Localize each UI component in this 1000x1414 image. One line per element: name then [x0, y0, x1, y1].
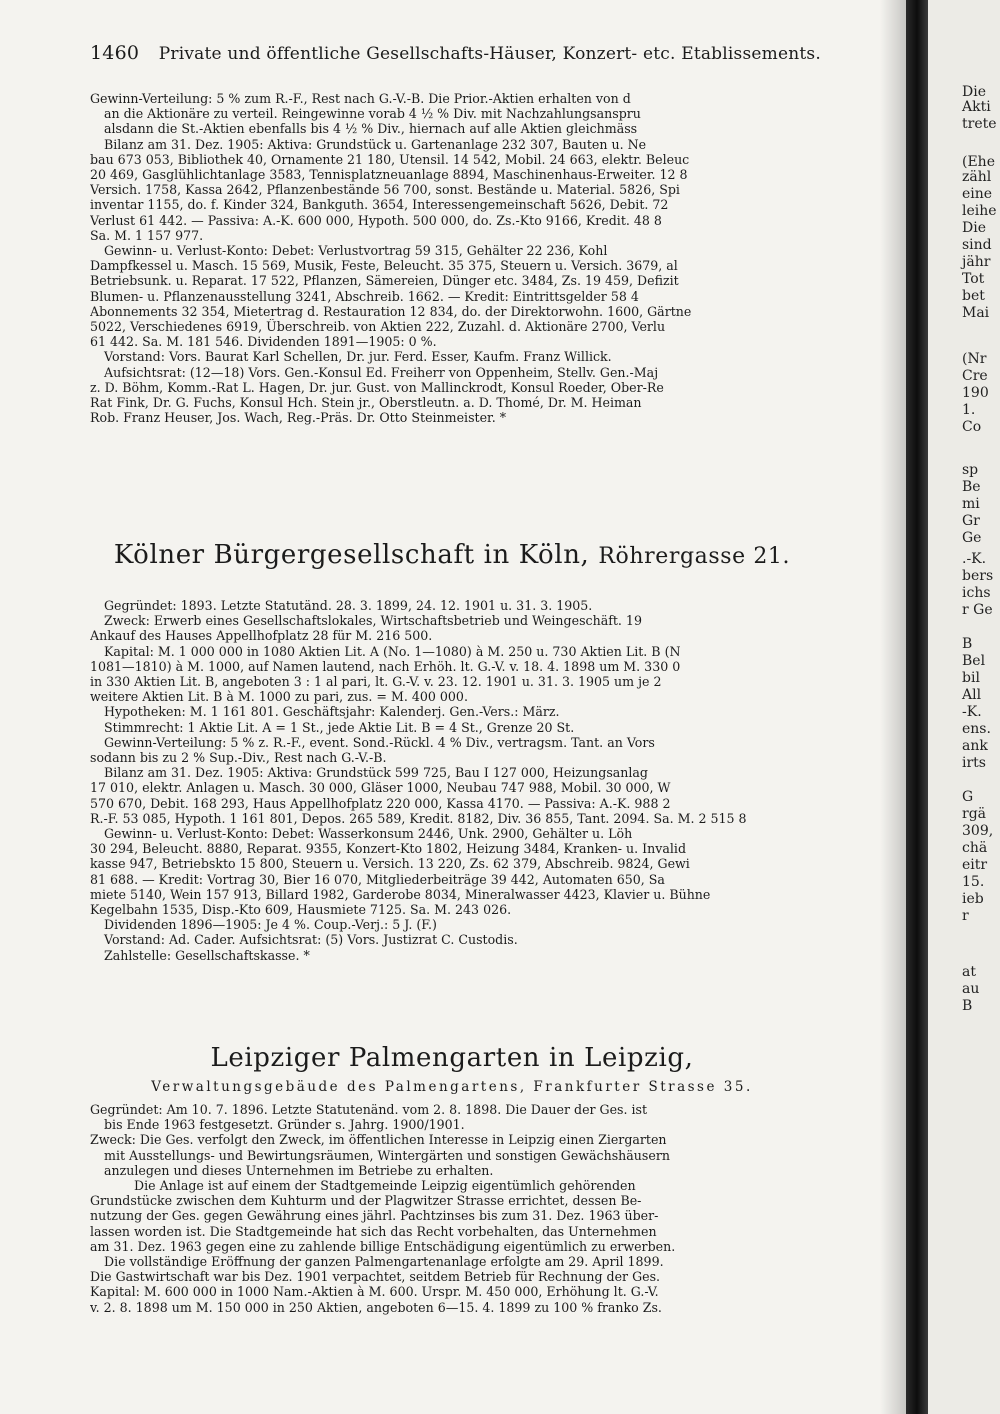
text-line: Zweck: Erwerb eines Gesellschaftslokales, Wirtschaftsbetrieb und Weingeschäft. 19: [104, 613, 642, 629]
text-line: miete 5140, Wein 157 913, Billard 1982, Garderobe 8034, Mineralwasser 4423, Klavier u. Bühne: [90, 886, 711, 902]
section-title-text: Leipziger Palmengarten in Leipzig,: [210, 1043, 694, 1073]
facing-page-fragment: ieb: [962, 891, 984, 907]
text-line: Abonnements 32 354, Mietertrag d. Restauration 12 834, do. der Direktorwohn. 1600, Gärtne: [90, 303, 692, 319]
text-line: Vorstand: Vors. Baurat Karl Schellen, Dr. jur. Ferd. Esser, Kaufm. Franz Willick.: [104, 349, 612, 365]
facing-page-fragment: ens.: [962, 721, 991, 737]
text-line: Betriebsunk. u. Reparat. 17 522, Pflanzen, Sämereien, Dünger etc. 3484, Zs. 19 459, Defizit: [90, 273, 679, 289]
facing-page-fragment: Ge: [962, 530, 982, 546]
text-line: v. 2. 8. 1898 um M. 150 000 in 250 Aktien, angeboten 6—15. 4. 1899 zu 100 % franko Zs.: [90, 1299, 662, 1315]
facing-page-fragment: sp: [962, 462, 979, 478]
facing-page-fragment: Tot: [962, 271, 985, 287]
text-line: Rob. Franz Heuser, Jos. Wach, Reg.-Präs. Dr. Otto Steinmeister. *: [90, 410, 506, 426]
facing-page-fragment: r Ge: [962, 602, 993, 618]
facing-page-fragment: -K.: [962, 704, 982, 720]
text-line: Rat Fink, Dr. G. Fuchs, Konsul Hch. Stein jr., Oberstleutn. a. D. Thomé, Dr. M. Heiman: [90, 395, 642, 411]
facing-page-fragment: 15.: [962, 874, 985, 890]
text-line: Zweck: Die Ges. verfolgt den Zweck, im öffentlichen Interesse in Leipzig einen Ziergarten: [90, 1132, 667, 1148]
text-line: weitere Aktien Lit. B à M. 1000 zu pari, zus. = M. 400 000.: [90, 689, 468, 705]
facing-page-fragment: irts: [962, 755, 986, 771]
text-line: Sa. M. 1 157 977.: [90, 227, 204, 243]
text-line: an die Aktionäre zu verteil. Reingewinne vorab 4 ½ % Div. mit Nachzahlungsanspru: [104, 106, 641, 122]
text-line: nutzung der Ges. gegen Gewährung eines jährl. Pachtzinses bis zum 31. Dez. 1963 über-: [90, 1208, 659, 1224]
text-line: Gewinn-Verteilung: 5 % zum R.-F., Rest nach G.-V.-B. Die Prior.-Aktien erhalten von d: [90, 91, 631, 106]
text-line: anzulegen und dieses Unternehmen im Betriebe zu erhalten.: [104, 1162, 494, 1178]
facing-page-fragment: B: [962, 636, 973, 652]
facing-page-fragment: trete: [962, 116, 997, 132]
text-line: 61 442. Sa. M. 181 546. Dividenden 1891—1905: 0 %.: [90, 334, 437, 350]
facing-page-fragment: eine: [962, 186, 993, 202]
text-line: Die vollständige Eröffnung der ganzen Palmengartenanlage erfolgte am 29. April 1899.: [104, 1254, 664, 1270]
facing-page-fragment: Gr: [962, 513, 980, 529]
facing-page-fragment: mi: [962, 496, 980, 512]
entry-continuation: [90, 91, 904, 425]
text-line: bau 673 053, Bibliothek 40, Ornamente 21 180, Utensil. 14 542, Mobil. 24 663, elektr. Beleuc: [90, 151, 690, 167]
text-line: inventar 1155, do. f. Kinder 324, Bankguth. 3654, Interessengemeinschaft 5626, Debit. 72: [90, 197, 669, 213]
text-line: 30 294, Beleucht. 8880, Reparat. 9355, Konzert-Kto 1802, Heizung 3484, Kranken- u. Invalid: [90, 841, 687, 857]
section-title-address: Röhrergasse 21.: [598, 544, 791, 569]
text-line: Dividenden 1896—1905: Je 4 %. Coup.-Verj.: 5 J. (F.): [104, 917, 437, 933]
facing-page-fragment: G: [962, 789, 974, 805]
facing-page-fragment: zähl: [962, 169, 992, 185]
text-line: Die Gastwirtschaft war bis Dez. 1901 verpachtet, seitdem Betrieb für Rechnung der Ges.: [90, 1269, 661, 1285]
facing-page-fragment: (Nr: [962, 351, 987, 367]
text-line: Kapital: M. 1 000 000 in 1080 Aktien Lit. A (No. 1—1080) à M. 250 u. 730 Aktien Lit. B (N: [104, 643, 681, 659]
facing-page-fragment: leihe: [962, 203, 997, 219]
facing-page-fragment: Bel: [962, 653, 986, 669]
facing-page-fragment: 309,: [962, 823, 994, 839]
text-line: bis Ende 1963 festgesetzt. Gründer s. Jahrg. 1900/1901.: [104, 1117, 465, 1133]
facing-page-fragment: Cre: [962, 368, 988, 384]
text-line: Bilanz am 31. Dez. 1905: Aktiva: Grundstück u. Gartenanlage 232 307, Bauten u. Ne: [104, 136, 647, 152]
text-line: Versich. 1758, Kassa 2642, Pflanzenbestände 56 700, sonst. Bestände u. Material. 5826, Spi: [90, 182, 680, 198]
text-line: Dampfkessel u. Masch. 15 569, Musik, Feste, Beleucht. 35 375, Steuern u. Versich. 3679, al: [90, 258, 678, 274]
facing-page-fragment: chä: [962, 840, 988, 856]
binding-shadow: [880, 0, 906, 1414]
facing-page-fragment: eitr: [962, 857, 988, 873]
page-header: [90, 42, 890, 64]
text-line: Kapital: M. 600 000 in 1000 Nam.-Aktien à M. 600. Urspr. M. 450 000, Erhöhung lt. G.-V.: [90, 1284, 659, 1300]
facing-page-fragment: Be: [962, 479, 981, 495]
facing-page-fragment: B: [962, 998, 973, 1014]
section-subtitle: Verwaltungsgebäude des Palmengartens, Frankfurter Strasse 35.: [151, 1079, 753, 1095]
section-title-leipziger-palmengarten: [0, 1043, 904, 1073]
facing-page-fragment: 190: [962, 385, 989, 401]
text-line: Gewinn- u. Verlust-Konto: Debet: Verlustvortrag 59 315, Gehälter 22 236, Kohl: [104, 243, 608, 259]
facing-page-fragment: au: [962, 981, 980, 997]
text-line: z. D. Böhm, Komm.-Rat L. Hagen, Dr. jur. Gust. von Mallinckrodt, Konsul Roeder, Ober-Re: [90, 379, 664, 395]
entry-leipziger-palmengarten: [90, 1102, 904, 1315]
facing-page-fragment: Die: [962, 84, 986, 100]
text-line: in 330 Aktien Lit. B, angeboten 3 : 1 al pari, lt. G.-V. v. 23. 12. 1901 u. 31. 3. 1905 um je 2: [90, 674, 662, 690]
text-line: sodann bis zu 2 % Sup.-Div., Rest nach G.-V.-B.: [90, 750, 387, 766]
text-line: 5022, Verschiedenes 6919, Überschreib. von Aktien 222, Zuzahl. d. Aktionäre 2700, Verlu: [90, 319, 666, 335]
running-title: Private und öffentliche Gesellschafts-Häuser, Konzert- etc. Etablissements.: [158, 44, 821, 64]
text-line: Zahlstelle: Gesellschaftskasse. *: [104, 947, 310, 963]
text-line: Kegelbahn 1535, Disp.-Kto 609, Hausmiete 7125. Sa. M. 243 026.: [90, 902, 512, 918]
facing-page-fragment: bil: [962, 670, 980, 686]
facing-page-fragment: bers: [962, 568, 994, 584]
facing-page-fragment: jähr: [962, 254, 991, 270]
facing-page-fragment: sind: [962, 237, 992, 253]
section-title-koelner-buergergesellschaft: [0, 540, 904, 570]
text-line: kasse 947, Betriebskto 15 800, Steuern u. Versich. 13 220, Zs. 62 379, Abschreib. 9824, Gewi: [90, 856, 690, 872]
text-line: am 31. Dez. 1963 gegen eine zu zahlende billige Entschädigung eigentümlich zu erwerben.: [90, 1238, 676, 1254]
text-line: Aufsichtsrat: (12—18) Vors. Gen.-Konsul Ed. Freiherr von Oppenheim, Stellv. Gen.-Maj: [104, 364, 659, 380]
text-line: R.-F. 53 085, Hypoth. 1 161 801, Depos. 265 589, Kredit. 8182, Div. 36 855, Tant. 2094. Sa. M. 2 515 8: [90, 810, 747, 826]
facing-page-fragment: (Ehe: [962, 154, 995, 170]
text-line: Gegründet: 1893. Letzte Statutänd. 28. 3. 1899, 24. 12. 1901 u. 31. 3. 1905.: [104, 598, 593, 613]
text-line: 17 010, elektr. Anlagen u. Masch. 30 000, Gläser 1000, Neubau 747 988, Mobil. 30 000, W: [90, 780, 671, 796]
facing-page-fragment: bet: [962, 288, 985, 304]
facing-page-fragment: Akti: [962, 99, 991, 115]
book-gutter: [906, 0, 928, 1414]
facing-page-fragment: r: [962, 908, 969, 924]
facing-page-fragment: ichs: [962, 585, 991, 601]
text-line: Verlust 61 442. — Passiva: A.-K. 600 000, Hypoth. 500 000, do. Zs.-Kto 9166, Kredit. 48 8: [90, 212, 662, 228]
text-line: Gewinn- u. Verlust-Konto: Debet: Wasserkonsum 2446, Unk. 2900, Gehälter u. Löh: [104, 826, 633, 842]
text-line: 20 469, Gasglühlichtanlage 3583, Tennisplatzneuanlage 8894, Maschinenhaus-Erweiter. 12 8: [90, 167, 688, 183]
text-line: Gewinn-Verteilung: 5 % z. R.-F., event. Sond.-Rückl. 4 % Div., vertragsm. Tant. an Vors: [104, 734, 655, 750]
facing-page-fragment: Die: [962, 220, 986, 236]
facing-page-fragment: 1.: [962, 402, 976, 418]
facing-page-fragment: .-K.: [962, 551, 987, 567]
facing-page-fragment: at: [962, 964, 976, 980]
text-line: Die Anlage ist auf einem der Stadtgemeinde Leipzig eigentümlich gehörenden: [134, 1178, 636, 1194]
text-line: lassen worden ist. Die Stadtgemeinde hat sich das Recht vorbehalten, das Unternehmen: [90, 1223, 657, 1239]
facing-page-fragment: Co: [962, 419, 982, 435]
text-line: 81 688. — Kredit: Vortrag 30, Bier 16 070, Mitgliederbeiträge 39 442, Automaten 650, Sa: [90, 871, 665, 887]
facing-page-fragment: All: [962, 687, 982, 703]
facing-page-strip: [928, 0, 1000, 1414]
text-line: 570 670, Debit. 168 293, Haus Appellhofplatz 220 000, Kassa 4170. — Passiva: A.-K. 988 2: [90, 795, 671, 811]
text-line: Vorstand: Ad. Cader. Aufsichtsrat: (5) Vors. Justizrat C. Custodis.: [104, 932, 518, 948]
facing-page-fragment: rgä: [962, 806, 987, 822]
text-line: alsdann die St.-Aktien ebenfalls bis 4 ½ % Div., hiernach auf alle Aktien gleichmäss: [104, 121, 638, 137]
page-number: 1460: [90, 42, 140, 64]
text-line: Gegründet: Am 10. 7. 1896. Letzte Statutenänd. vom 2. 8. 1898. Die Dauer der Ges. ist: [90, 1102, 648, 1117]
facing-page-fragment: ank: [962, 738, 988, 754]
text-line: Grundstücke zwischen dem Kuhturm und der Plagwitzer Strasse errichtet, dessen Be-: [90, 1193, 642, 1209]
facing-page-fragment: Mai: [962, 305, 990, 321]
text-line: Hypotheken: M. 1 161 801. Geschäftsjahr: Kalenderj. Gen.-Vers.: März.: [104, 704, 560, 720]
text-line: Bilanz am 31. Dez. 1905: Aktiva: Grundstück 599 725, Bau I 127 000, Heizungsanlag: [104, 765, 648, 781]
text-line: Ankauf des Hauses Appellhofplatz 28 für M. 216 500.: [90, 628, 433, 644]
section-title-text: Kölner Bürgergesellschaft in Köln,: [113, 540, 590, 570]
text-line: Stimmrecht: 1 Aktie Lit. A = 1 St., jede Aktie Lit. B = 4 St., Grenze 20 St.: [104, 719, 575, 735]
entry-koelner-buergergesellschaft: [90, 598, 904, 963]
text-line: mit Ausstellungs- und Bewirtungsräumen, Wintergärten und sonstigen Gewächshäusern: [104, 1147, 670, 1163]
text-line: Blumen- u. Pflanzenausstellung 3241, Abschreib. 1662. — Kredit: Eintrittsgelder 58 4: [90, 288, 639, 304]
text-line: 1081—1810) à M. 1000, auf Namen lautend, nach Erhöh. lt. G.-V. v. 18. 4. 1898 um M. 330 0: [90, 658, 681, 674]
